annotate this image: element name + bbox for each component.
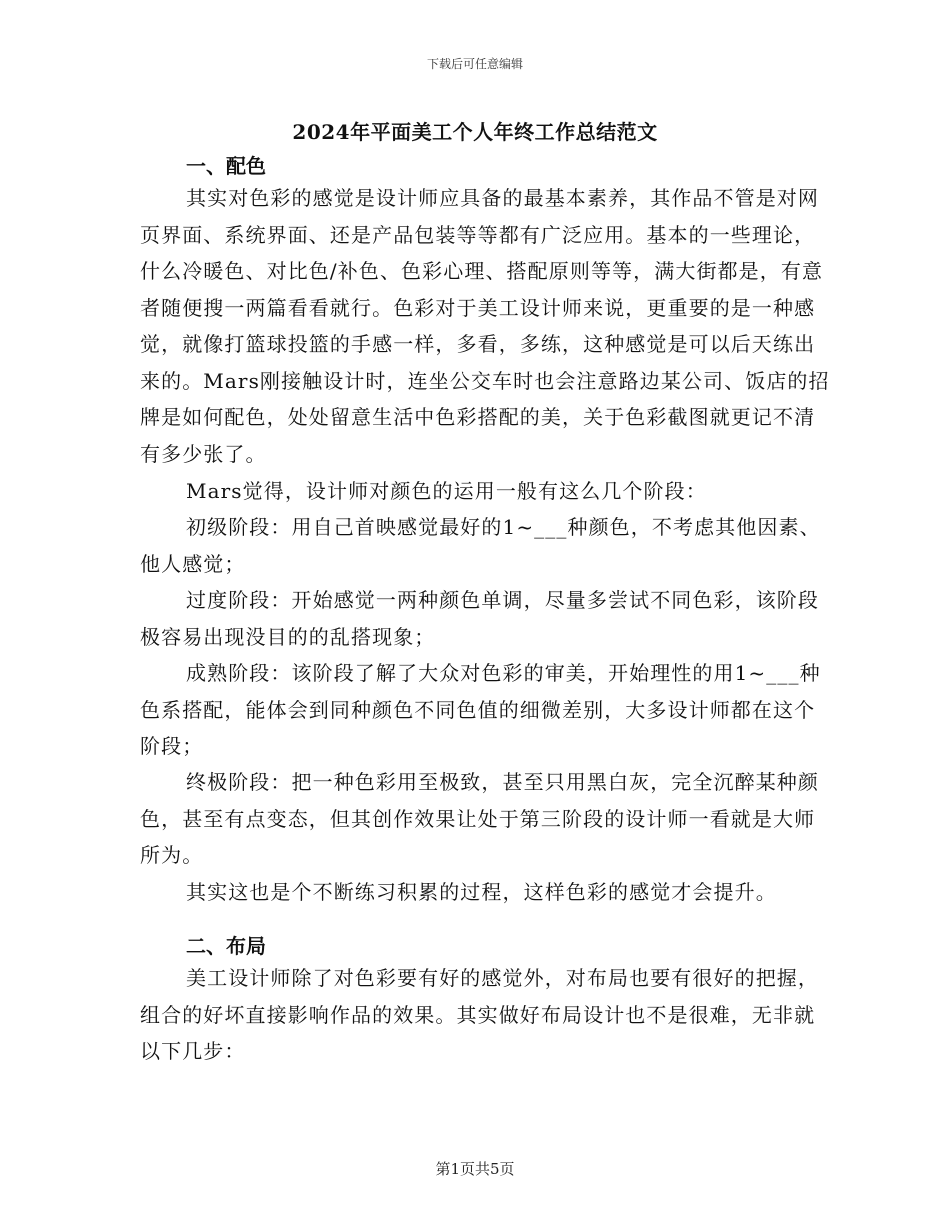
paragraph-color-summary: 其实这也是个不断练习积累的过程，这样色彩的感觉才会提升。 (186, 880, 777, 904)
paragraph-stage-mature: 成熟阶段：该阶段了解了大众对色彩的审美，开始理性的用1~___种色系搭配，能体会到同种颜色不同色值的细微差别，大多设计师都在这个阶段； (140, 661, 821, 758)
paragraph-layout-intro: 美工设计师除了对色彩要有好的感觉外，对布局也要有很好的把握，组合的好坏直接影响作品的效果。其实做好布局设计也不是很难，无非就以下几步： (140, 966, 819, 1063)
paragraph-stage-ultimate: 终极阶段：把一种色彩用至极致，甚至只用黑白灰，完全沉醉某种颜色，甚至有点变态，但其创作效果让处于第三阶段的设计师一看就是大师所为。 (140, 770, 819, 867)
page-header: 下载后可任意编辑 (426, 57, 523, 71)
section-heading-color: 一、配色 (186, 154, 266, 178)
paragraph-stage-transition: 过度阶段：开始感觉一两种颜色单调，尽量多尝试不同色彩，该阶段极容易出现没目的的乱搭现象； (140, 588, 819, 649)
paragraph-color-intro: 其实对色彩的感觉是设计师应具备的最基本素养，其作品不管是对网页界面、系统界面、还是产品包装等等都有广泛应用。基本的一些理论，什么冷暖色、对比色/补色、色彩心理、搭配原则等等，满大街都是，有意者随便搜一两篇看看就行。色彩对于美工设计师来说，更重要的是一种感觉，就像打篮球投篮的手感一样，多看，多练，这种感觉是可以后天练出来的。Mars刚接触设计时，连坐公交车时也会注意路边某公司、饭店的招牌是如何配色，处处留意生活中色彩搭配的美，关于色彩截图就更记不清有多少张了。 (140, 186, 830, 466)
paragraph-color-stages-intro: Mars觉得，设计师对颜色的运用一般有这么几个阶段： (186, 479, 707, 503)
section-heading-layout: 二、布局 (186, 934, 266, 958)
document-title: 2024年平面美工个人年终工作总结范文 (292, 120, 658, 144)
page-footer: 第1页共5页 (435, 1160, 515, 1178)
paragraph-stage-beginner: 初级阶段：用自己首映感觉最好的1~___种颜色，不考虑其他因素、他人感觉； (140, 515, 821, 576)
